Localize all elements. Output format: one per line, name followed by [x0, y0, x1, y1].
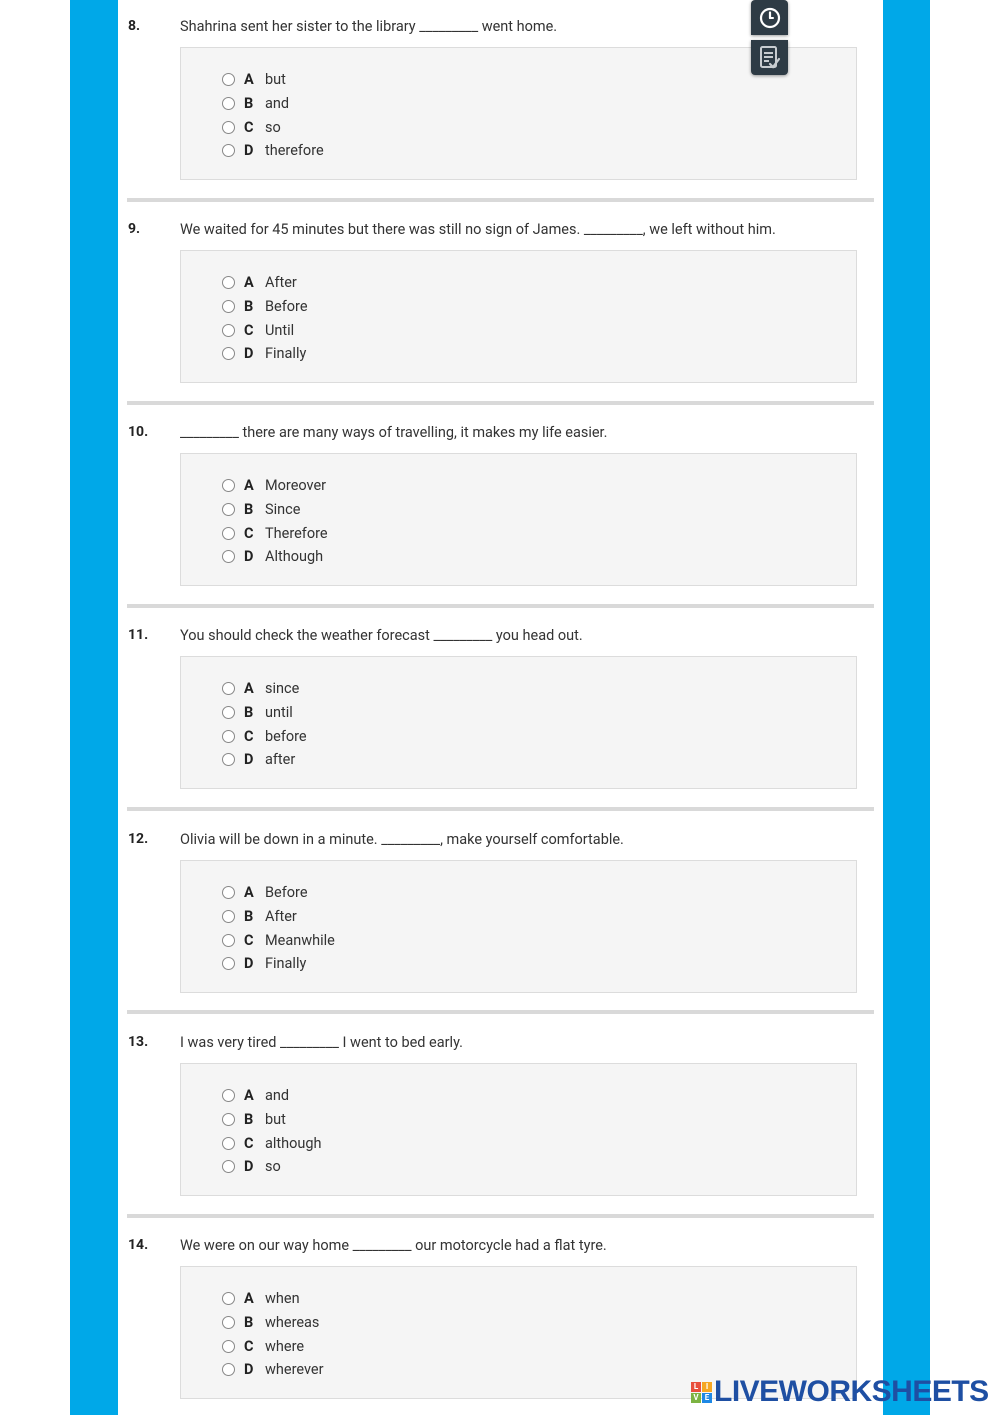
question-separator [127, 198, 874, 202]
option-a[interactable]: A but [222, 69, 286, 89]
radio-button[interactable] [222, 934, 235, 947]
option-c[interactable]: C Until [222, 320, 294, 340]
option-b[interactable]: B whereas [222, 1312, 319, 1332]
radio-button[interactable] [222, 957, 235, 970]
option-a[interactable]: A After [222, 272, 297, 292]
liveworksheets-logo [691, 1375, 989, 1409]
radio-button[interactable] [222, 682, 235, 695]
option-a[interactable]: A and [222, 1085, 289, 1105]
question-text: You should check the weather forecast _________ you head out. [180, 627, 583, 644]
radio-button[interactable] [222, 886, 235, 899]
radio-button[interactable] [222, 910, 235, 923]
radio-button[interactable] [222, 503, 235, 516]
option-a[interactable]: A Before [222, 882, 308, 902]
radio-button[interactable] [222, 527, 235, 540]
radio-button[interactable] [222, 706, 235, 719]
question-separator [127, 401, 874, 405]
option-c[interactable]: C so [222, 117, 281, 137]
option-d[interactable]: D Finally [222, 343, 306, 363]
options-box [180, 250, 857, 383]
radio-button[interactable] [222, 479, 235, 492]
radio-button[interactable] [222, 144, 235, 157]
radio-button[interactable] [222, 300, 235, 313]
question-number: 8. [128, 18, 141, 34]
question-number: 10. [128, 424, 149, 440]
radio-button[interactable] [222, 730, 235, 743]
radio-button[interactable] [222, 97, 235, 110]
timer-icon [758, 6, 782, 30]
radio-button[interactable] [222, 324, 235, 337]
option-c[interactable]: C although [222, 1133, 322, 1153]
options-box [180, 453, 857, 586]
right-border-band [883, 0, 930, 1415]
options-box [180, 860, 857, 993]
option-d[interactable]: D Although [222, 546, 323, 566]
question-text: We waited for 45 minutes but there was still no sign of James. _________, we left without him. [180, 221, 776, 238]
question-separator [127, 604, 874, 608]
option-c[interactable]: C before [222, 726, 307, 746]
option-d[interactable]: D therefore [222, 140, 324, 160]
question-number: 9. [128, 221, 141, 237]
question-separator [127, 1010, 874, 1014]
question-number: 13. [128, 1034, 149, 1050]
option-a[interactable]: A since [222, 678, 299, 698]
radio-button[interactable] [222, 1316, 235, 1329]
radio-button[interactable] [222, 1113, 235, 1126]
radio-button[interactable] [222, 1137, 235, 1150]
question-number: 11. [128, 627, 149, 643]
option-c[interactable]: C Meanwhile [222, 930, 335, 950]
question-text: Olivia will be down in a minute. _________, make yourself comfortable. [180, 831, 624, 848]
radio-button[interactable] [222, 1089, 235, 1102]
options-box [180, 1063, 857, 1196]
radio-button[interactable] [222, 1340, 235, 1353]
question-separator [127, 1214, 874, 1218]
radio-button[interactable] [222, 121, 235, 134]
brand-name: LIVEWORKSHEETS [714, 1375, 989, 1408]
logo-icon: L I V E [691, 1382, 712, 1403]
radio-button[interactable] [222, 753, 235, 766]
radio-button[interactable] [222, 1292, 235, 1305]
option-b[interactable]: B and [222, 93, 289, 113]
option-d[interactable]: D so [222, 1156, 281, 1176]
worksheet-page [118, 0, 883, 1415]
radio-button[interactable] [222, 1160, 235, 1173]
question-text: _________ there are many ways of travelling, it makes my life easier. [180, 424, 608, 441]
options-box [180, 656, 857, 789]
option-b[interactable]: B until [222, 702, 293, 722]
question-text: We were on our way home _________ our motorcycle had a flat tyre. [180, 1237, 607, 1254]
option-d[interactable]: D Finally [222, 953, 306, 973]
question-text: I was very tired _________ I went to bed early. [180, 1034, 463, 1051]
option-c[interactable]: C where [222, 1336, 304, 1356]
option-a[interactable]: A when [222, 1288, 300, 1308]
checklist-icon [758, 45, 782, 71]
option-a[interactable]: A Moreover [222, 475, 326, 495]
radio-button[interactable] [222, 550, 235, 563]
option-b[interactable]: B Before [222, 296, 308, 316]
option-d[interactable]: D after [222, 749, 295, 769]
radio-button[interactable] [222, 276, 235, 289]
question-number: 12. [128, 831, 149, 847]
radio-button[interactable] [222, 347, 235, 360]
question-number: 14. [128, 1237, 149, 1253]
left-border-band [70, 0, 118, 1415]
option-b[interactable]: B but [222, 1109, 286, 1129]
question-text: Shahrina sent her sister to the library _________ went home. [180, 18, 558, 35]
option-d[interactable]: D wherever [222, 1359, 323, 1379]
option-c[interactable]: C Therefore [222, 523, 328, 543]
option-b[interactable]: B Since [222, 499, 300, 519]
radio-button[interactable] [222, 1363, 235, 1376]
finish-check-button[interactable] [751, 40, 788, 75]
option-b[interactable]: B After [222, 906, 297, 926]
question-separator [127, 807, 874, 811]
radio-button[interactable] [222, 73, 235, 86]
timer-button[interactable] [751, 0, 788, 35]
